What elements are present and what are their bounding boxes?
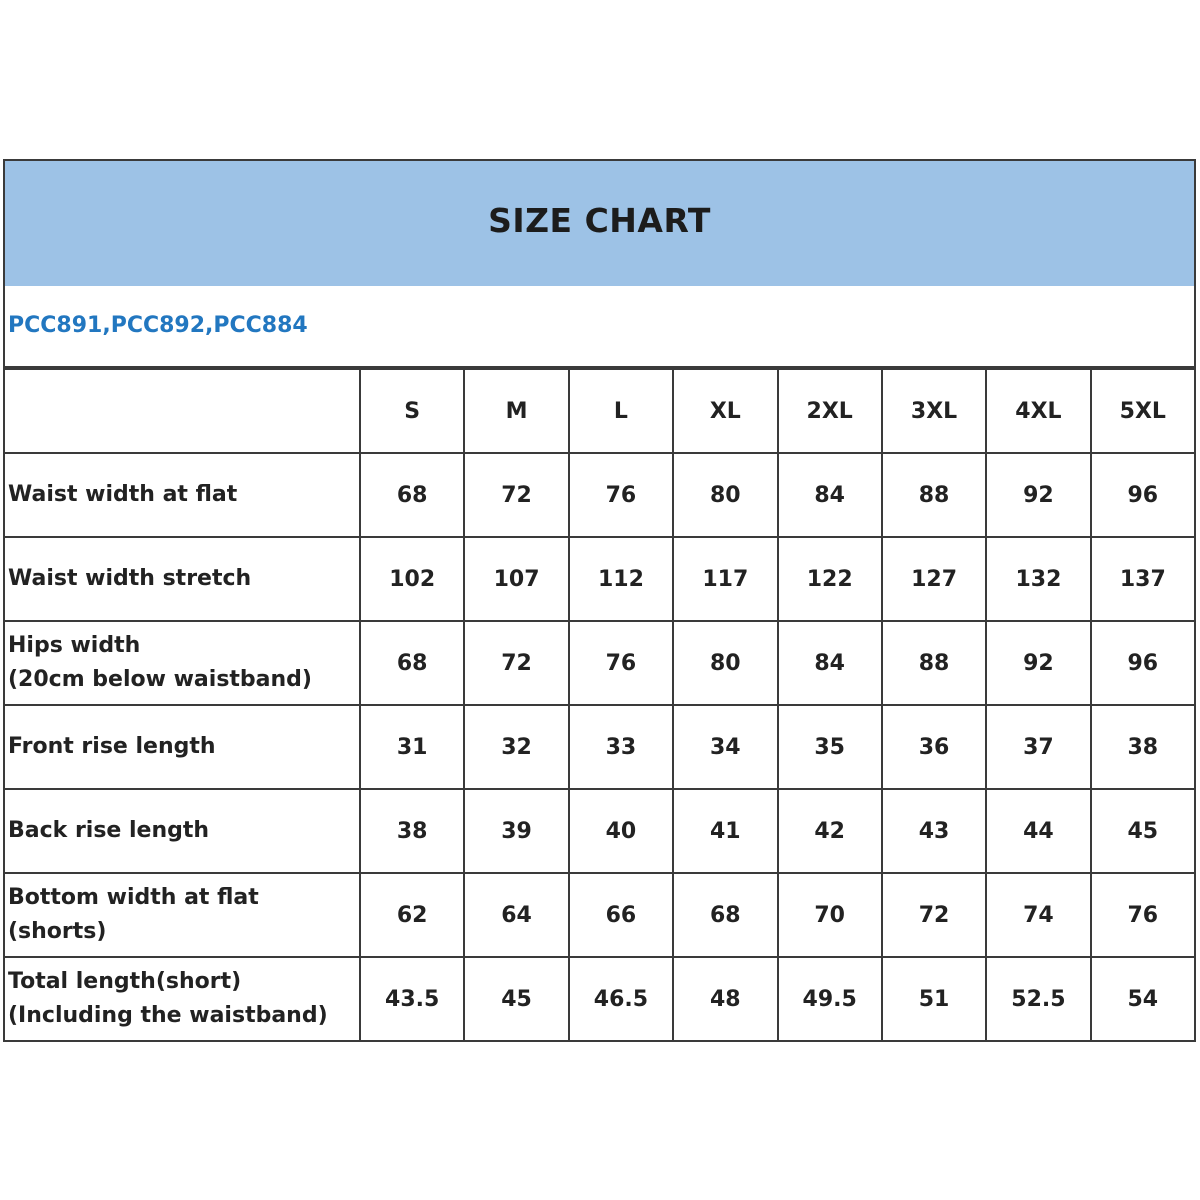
measurement-value: 80 <box>673 621 777 705</box>
measurement-value: 44 <box>986 789 1090 873</box>
measurement-value: 117 <box>673 537 777 621</box>
measurement-value: 39 <box>464 789 568 873</box>
size-header-cell: S <box>360 369 464 453</box>
measurement-value: 72 <box>464 621 568 705</box>
measurement-value: 96 <box>1091 453 1195 537</box>
size-header-cell: 5XL <box>1091 369 1195 453</box>
table-row <box>4 957 1195 1041</box>
measurement-value: 45 <box>464 957 568 1041</box>
table-row <box>4 705 1195 789</box>
measurement-value: 54 <box>1091 957 1195 1041</box>
measurement-value: 68 <box>673 873 777 957</box>
table-row <box>4 789 1195 873</box>
measurement-value: 42 <box>778 789 882 873</box>
size-header-row <box>4 369 1195 453</box>
measurement-value: 107 <box>464 537 568 621</box>
size-chart <box>3 159 1196 1042</box>
measurement-value: 46.5 <box>569 957 673 1041</box>
size-header-cell: 4XL <box>986 369 1090 453</box>
measurement-label: Total length(short) (Including the waistband) <box>4 957 360 1041</box>
measurement-value: 38 <box>360 789 464 873</box>
size-header-cell: 3XL <box>882 369 986 453</box>
measurement-value: 34 <box>673 705 777 789</box>
measurement-value: 92 <box>986 453 1090 537</box>
measurement-value: 76 <box>569 621 673 705</box>
measurement-value: 84 <box>778 453 882 537</box>
measurement-value: 88 <box>882 621 986 705</box>
measurement-value: 132 <box>986 537 1090 621</box>
measurement-label: Front rise length <box>4 705 360 789</box>
measurement-label: Hips width (20cm below waistband) <box>4 621 360 705</box>
measurement-value: 76 <box>569 453 673 537</box>
model-codes: PCC891,PCC892,PCC884 <box>8 312 308 338</box>
measurement-value: 45 <box>1091 789 1195 873</box>
size-table <box>3 368 1196 1042</box>
measurement-value: 80 <box>673 453 777 537</box>
measurement-value: 51 <box>882 957 986 1041</box>
measurement-value: 48 <box>673 957 777 1041</box>
measurement-value: 38 <box>1091 705 1195 789</box>
measurement-value: 112 <box>569 537 673 621</box>
measurement-value: 62 <box>360 873 464 957</box>
measurement-value: 72 <box>464 453 568 537</box>
measurement-value: 68 <box>360 453 464 537</box>
table-row <box>4 537 1195 621</box>
table-row <box>4 621 1195 705</box>
measurement-value: 43 <box>882 789 986 873</box>
title-band <box>5 161 1194 286</box>
measurement-value: 52.5 <box>986 957 1090 1041</box>
measurement-value: 96 <box>1091 621 1195 705</box>
measurement-value: 102 <box>360 537 464 621</box>
measurement-value: 88 <box>882 453 986 537</box>
size-header-cell: M <box>464 369 568 453</box>
measurement-value: 41 <box>673 789 777 873</box>
measurement-value: 43.5 <box>360 957 464 1041</box>
measurement-value: 33 <box>569 705 673 789</box>
measurement-value: 92 <box>986 621 1090 705</box>
size-header-cell: 2XL <box>778 369 882 453</box>
measurement-value: 49.5 <box>778 957 882 1041</box>
measurement-value: 127 <box>882 537 986 621</box>
table-row <box>4 873 1195 957</box>
measurement-value: 72 <box>882 873 986 957</box>
size-header-cell: XL <box>673 369 777 453</box>
models-band <box>5 286 1194 368</box>
measurement-label: Waist width at flat <box>4 453 360 537</box>
measurement-value: 76 <box>1091 873 1195 957</box>
measurement-value: 84 <box>778 621 882 705</box>
measurement-value: 36 <box>882 705 986 789</box>
measurement-value: 40 <box>569 789 673 873</box>
measurement-value: 37 <box>986 705 1090 789</box>
chart-title: SIZE CHART <box>488 201 711 240</box>
measurement-label: Bottom width at flat (shorts) <box>4 873 360 957</box>
measurement-value: 35 <box>778 705 882 789</box>
header-corner-cell <box>4 369 360 453</box>
measurement-value: 74 <box>986 873 1090 957</box>
measurement-value: 66 <box>569 873 673 957</box>
table-body <box>4 453 1195 1041</box>
measurement-value: 64 <box>464 873 568 957</box>
size-header-cell: L <box>569 369 673 453</box>
measurement-value: 31 <box>360 705 464 789</box>
table-row <box>4 453 1195 537</box>
measurement-value: 68 <box>360 621 464 705</box>
measurement-value: 32 <box>464 705 568 789</box>
measurement-value: 70 <box>778 873 882 957</box>
measurement-label: Waist width stretch <box>4 537 360 621</box>
measurement-value: 122 <box>778 537 882 621</box>
measurement-value: 137 <box>1091 537 1195 621</box>
measurement-label: Back rise length <box>4 789 360 873</box>
